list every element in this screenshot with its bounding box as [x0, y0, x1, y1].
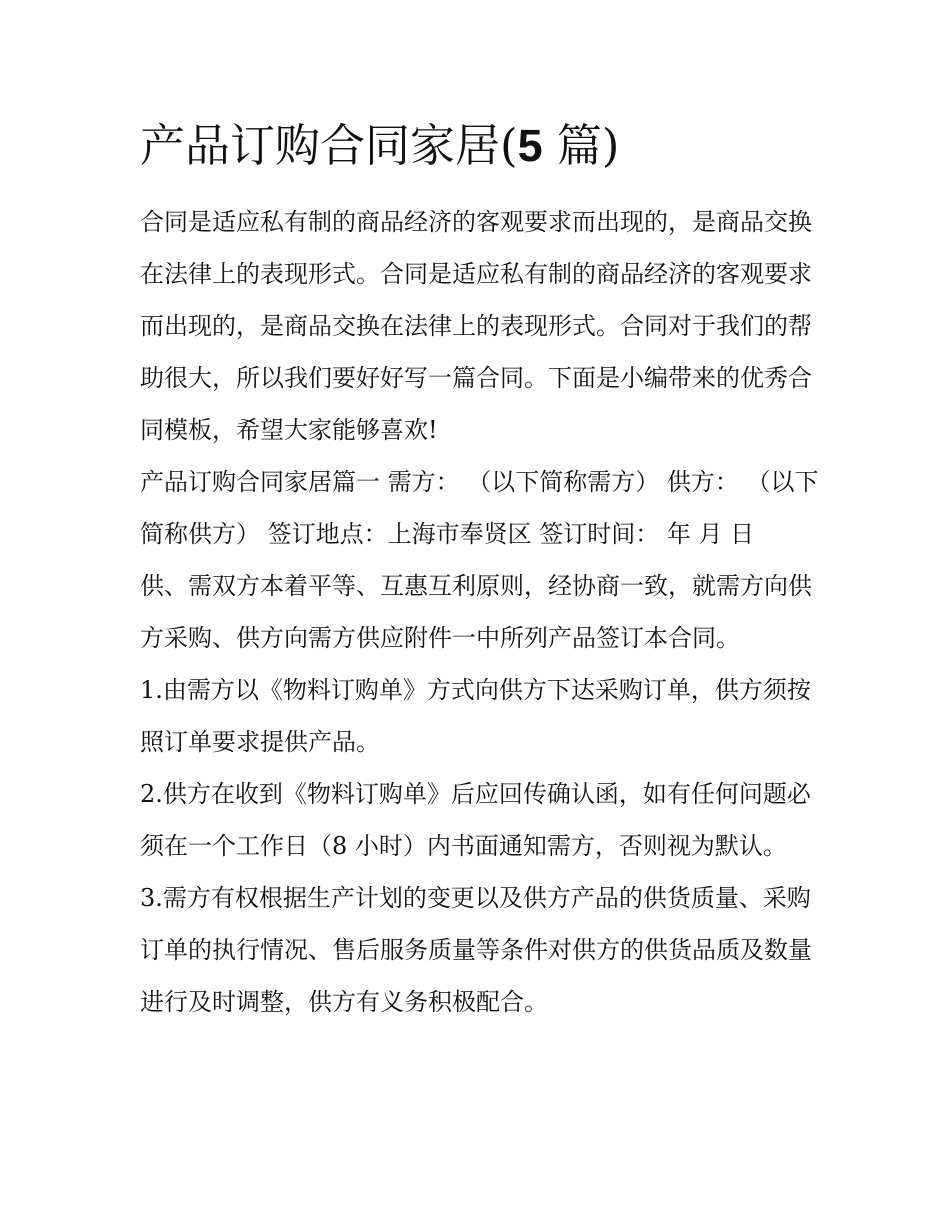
title-prefix: 产品订购合同家居(: [140, 119, 518, 172]
document-body: [140, 196, 820, 1028]
title-number: 5: [517, 120, 543, 171]
clause-3-paragraph: 3.需方有权根据生产计划的变更以及供方产品的供货质量、采购订单的执行情况、售后服务质量等条件对供方的供货品质及数量进行及时调整，供方有义务积极配合。: [140, 884, 812, 1016]
agreement-paragraph: 供、需双方本着平等、互惠互利原则，经协商一致，就需方向供方采购、供方向需方供应附件一中所列产品签订本合同。: [140, 572, 812, 652]
intro-paragraph: 合同是适应私有制的商品经济的客观要求而出现的，是商品交换在法律上的表现形式。合同是适应私有制的商品经济的客观要求而出现的，是商品交换在法律上的表现形式。合同对于我们的帮助很大，所以我们要好好写一篇合同。下面是小编带来的优秀合同模板，希望大家能够喜欢!: [140, 208, 812, 444]
contract-parties-paragraph: 产品订购合同家居篇一 需方： （以下简称需方） 供方： （以下简称供方） 签订地点：上海市奉贤区 签订时间： 年 月 日: [140, 468, 819, 548]
clause-1-paragraph: 1.由需方以《物料订购单》方式向供方下达采购订单，供方须按照订单要求提供产品。: [140, 676, 811, 756]
title-suffix: 篇): [542, 119, 620, 172]
clause-2-paragraph: 2.供方在收到《物料订购单》后应回传确认函，如有任何问题必须在一个工作日（8 小时）内书面通知需方，否则视为默认。: [140, 780, 811, 860]
document-title: [140, 114, 619, 178]
